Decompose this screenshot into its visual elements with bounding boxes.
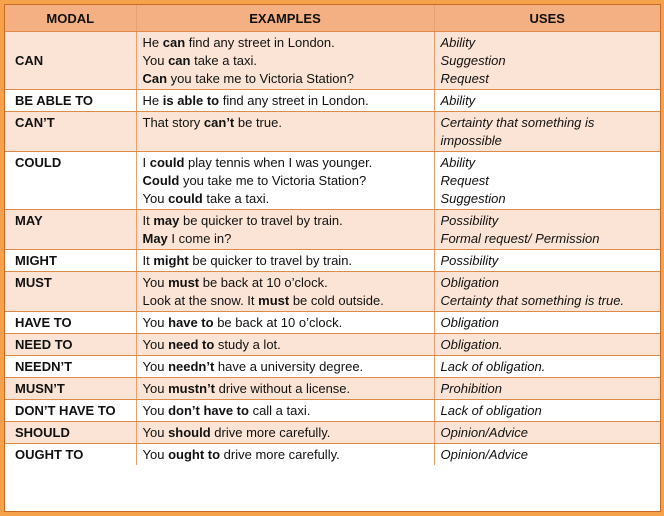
modal-cell: SHOULD	[5, 422, 136, 444]
table-body	[5, 32, 660, 466]
examples-cell	[136, 90, 434, 112]
example-text: You	[142, 381, 169, 396]
modal-cell: BE ABLE TO	[5, 90, 136, 112]
examples-cell	[136, 378, 434, 400]
example-text: take a taxi.	[202, 191, 270, 206]
example-text: find any street in London.	[185, 35, 335, 50]
example-text: You	[142, 403, 169, 418]
example-line	[143, 92, 428, 110]
modal-verbs-table	[5, 5, 660, 465]
examples-cell	[136, 444, 434, 466]
example-line	[143, 70, 428, 88]
table-row	[5, 152, 660, 210]
modal-highlight: don’t have to	[168, 403, 249, 418]
uses-cell	[434, 210, 660, 250]
example-line	[143, 52, 428, 70]
example-text: find any street in London.	[219, 93, 369, 108]
uses-cell	[434, 356, 660, 378]
use-line: Lack of obligation	[440, 403, 542, 418]
modal-highlight: might	[153, 253, 189, 268]
example-text: You	[142, 53, 169, 68]
table-row	[5, 356, 660, 378]
example-text: be quicker to travel by train.	[179, 213, 343, 228]
header-row	[5, 5, 660, 32]
use-line: Ability	[440, 35, 476, 50]
use-line: Certainty that something is	[440, 115, 595, 130]
modal-highlight: can	[168, 53, 191, 68]
header-uses: USES	[434, 5, 660, 32]
example-text: take a taxi.	[190, 53, 257, 68]
modal-cell: COULD	[5, 152, 136, 210]
example-line	[143, 358, 428, 376]
examples-cell	[136, 210, 434, 250]
table-row	[5, 112, 660, 152]
uses-cell	[434, 32, 660, 90]
use-line: Opinion/Advice	[440, 447, 528, 462]
modal-cell: MUST	[5, 272, 136, 312]
use-line: Obligation	[440, 275, 500, 290]
examples-cell	[136, 250, 434, 272]
use-line: Possibility	[440, 253, 499, 268]
uses-cell	[434, 334, 660, 356]
example-text: be back at 10 o’clock.	[213, 315, 343, 330]
example-text: Look at the snow. It	[142, 293, 259, 308]
example-line	[143, 114, 428, 132]
use-line: Ability	[440, 93, 476, 108]
use-line: Lack of obligation.	[440, 359, 546, 374]
example-text: He	[142, 93, 163, 108]
example-text: I	[142, 155, 150, 170]
table-row	[5, 32, 660, 90]
table-row	[5, 400, 660, 422]
example-text: drive more carefully.	[220, 447, 340, 462]
examples-cell	[136, 312, 434, 334]
uses-cell	[434, 250, 660, 272]
example-text: play tennis when I was younger.	[184, 155, 373, 170]
example-text: have a university degree.	[214, 359, 364, 374]
examples-cell	[136, 334, 434, 356]
example-line	[143, 172, 428, 190]
use-line: Certainty that something is true.	[440, 293, 625, 308]
modal-highlight: should	[168, 425, 211, 440]
modal-cell: MAY	[5, 210, 136, 250]
example-text: It	[142, 253, 154, 268]
modal-highlight: mustn’t	[168, 381, 216, 396]
example-text: be back at 10 o’clock.	[199, 275, 328, 290]
uses-cell	[434, 378, 660, 400]
use-line: Obligation.	[440, 337, 503, 352]
modal-verbs-table-frame	[4, 4, 661, 512]
example-text: You	[142, 315, 169, 330]
example-line	[143, 292, 428, 310]
modal-highlight: May	[142, 231, 168, 246]
table-row	[5, 444, 660, 466]
uses-cell	[434, 112, 660, 152]
examples-cell	[136, 32, 434, 90]
modal-cell: NEED TO	[5, 334, 136, 356]
uses-cell	[434, 444, 660, 466]
header-examples: EXAMPLES	[136, 5, 434, 32]
example-text: you take me to Victoria Station?	[167, 71, 354, 86]
modal-highlight: can	[162, 35, 186, 50]
example-line	[143, 336, 428, 354]
example-line	[143, 274, 428, 292]
example-text: drive without a license.	[215, 381, 351, 396]
modal-highlight: is able to	[162, 93, 220, 108]
modal-highlight: ought to	[168, 447, 221, 462]
use-line: Possibility	[440, 213, 499, 228]
example-line	[143, 190, 428, 208]
examples-cell	[136, 272, 434, 312]
examples-cell	[136, 356, 434, 378]
example-text: You	[142, 447, 169, 462]
example-line	[143, 34, 428, 52]
uses-cell	[434, 152, 660, 210]
example-line	[143, 402, 428, 420]
example-text: It	[142, 213, 154, 228]
use-line: Request	[440, 173, 489, 188]
example-text: drive more carefully.	[210, 425, 331, 440]
modal-cell: MUSN’T	[5, 378, 136, 400]
modal-highlight: can’t	[203, 115, 235, 130]
table-row	[5, 312, 660, 334]
uses-cell	[434, 90, 660, 112]
table-row	[5, 272, 660, 312]
use-line: Ability	[440, 155, 476, 170]
use-line: impossible	[440, 133, 502, 148]
use-line: Opinion/Advice	[440, 425, 528, 440]
example-text: you take me to Victoria Station?	[179, 173, 367, 188]
table-row	[5, 90, 660, 112]
uses-cell	[434, 312, 660, 334]
use-line: Formal request/ Permission	[440, 231, 600, 246]
examples-cell	[136, 400, 434, 422]
uses-cell	[434, 272, 660, 312]
example-text: You	[142, 425, 169, 440]
example-line	[143, 212, 428, 230]
uses-cell	[434, 400, 660, 422]
modal-cell: OUGHT TO	[5, 444, 136, 466]
modal-cell: CAN	[5, 32, 136, 90]
example-text: call a taxi.	[248, 403, 311, 418]
example-line	[143, 154, 428, 172]
modal-highlight: could	[149, 155, 185, 170]
modal-highlight: have to	[168, 315, 214, 330]
table-row	[5, 250, 660, 272]
examples-cell	[136, 422, 434, 444]
example-line	[143, 424, 428, 442]
modal-highlight: could	[168, 191, 203, 206]
table-row	[5, 422, 660, 444]
modal-highlight: Can	[142, 71, 168, 86]
example-line	[143, 230, 428, 248]
example-text: be cold outside.	[289, 293, 384, 308]
use-line: Request	[440, 71, 489, 86]
modal-cell: MIGHT	[5, 250, 136, 272]
example-text: I come in?	[167, 231, 232, 246]
modal-highlight: needn’t	[168, 359, 215, 374]
modal-cell: NEEDN’T	[5, 356, 136, 378]
modal-highlight: must	[258, 293, 290, 308]
modal-highlight: need to	[168, 337, 215, 352]
example-text: He	[142, 35, 163, 50]
examples-cell	[136, 112, 434, 152]
table-row	[5, 210, 660, 250]
header-modal: MODAL	[5, 5, 136, 32]
example-text: That story	[142, 115, 204, 130]
example-line	[143, 314, 428, 332]
example-text: You	[142, 275, 169, 290]
use-line: Suggestion	[440, 53, 506, 68]
modal-highlight: must	[168, 275, 200, 290]
example-text: study a lot.	[214, 337, 281, 352]
modal-cell: HAVE TO	[5, 312, 136, 334]
modal-highlight: Could	[142, 173, 180, 188]
example-line	[143, 252, 428, 270]
modal-cell: CAN’T	[5, 112, 136, 152]
modal-highlight: may	[153, 213, 180, 228]
example-text: be quicker to travel by train.	[188, 253, 353, 268]
example-text: You	[142, 337, 169, 352]
uses-cell	[434, 422, 660, 444]
example-text: You	[142, 359, 169, 374]
use-line: Prohibition	[440, 381, 502, 396]
example-line	[143, 380, 428, 398]
examples-cell	[136, 152, 434, 210]
use-line: Obligation	[440, 315, 500, 330]
use-line: Suggestion	[440, 191, 506, 206]
modal-cell: DON’T HAVE TO	[5, 400, 136, 422]
table-row	[5, 378, 660, 400]
example-text: be true.	[234, 115, 282, 130]
example-text: You	[142, 191, 169, 206]
table-row	[5, 334, 660, 356]
example-line	[143, 446, 428, 464]
